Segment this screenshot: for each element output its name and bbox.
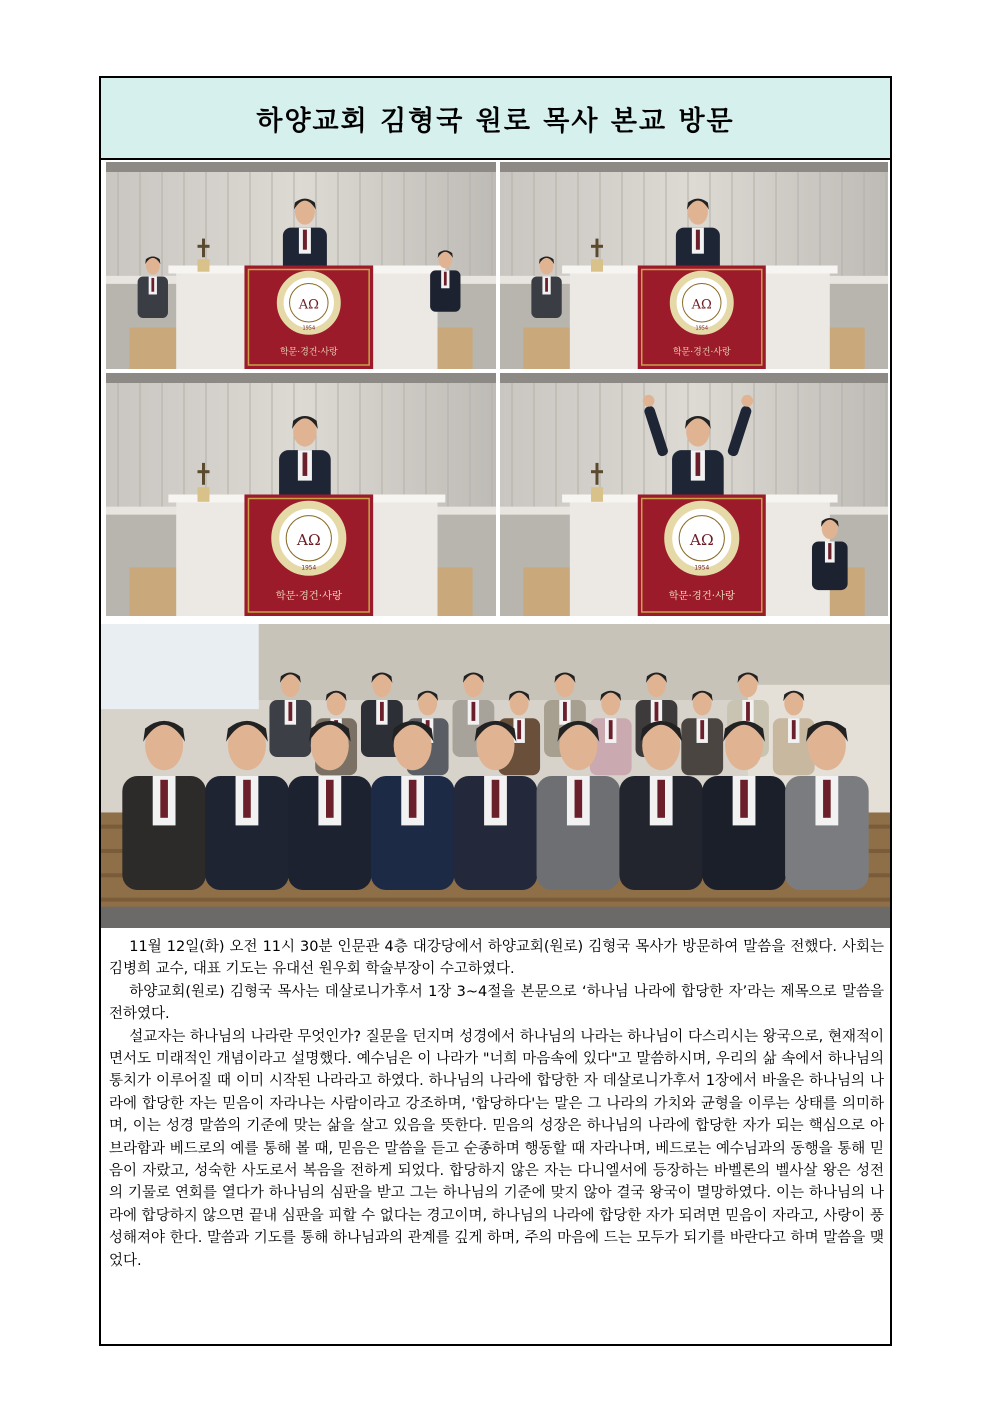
- sermon-photo-2: [500, 162, 888, 369]
- sermon-photo-4: [500, 373, 888, 616]
- emblem-letters: AΩ: [689, 530, 714, 549]
- seal-year: 1954: [695, 325, 709, 332]
- banner-motto: 학문·경건·사랑: [279, 347, 338, 358]
- sermon-photo-3: [106, 373, 496, 616]
- banner-motto: 학문·경건·사랑: [275, 589, 342, 602]
- sermon-photo-1: [106, 162, 496, 369]
- title-band: [101, 78, 890, 160]
- banner-motto: 학문·경건·사랑: [668, 589, 735, 602]
- seal-year: 1954: [302, 325, 316, 332]
- emblem-letters: AΩ: [691, 297, 712, 313]
- banner-motto: 학문·경건·사랑: [672, 347, 731, 358]
- article-body: [109, 936, 884, 1272]
- article-paragraph-2: 하양교회(원로) 김형국 목사는 데살로니가후서 1장 3~4절을 본문으로 ‘하나님 나라에 합당한 자’라는 제목으로 말씀을 전하였다.: [109, 983, 884, 1023]
- seal-year: 1954: [694, 565, 710, 572]
- emblem-letters: AΩ: [298, 297, 319, 313]
- article-paragraph-1: 11월 12일(화) 오전 11시 30분 인문관 4층 대강당에서 하양교회(원로) 김형국 목사가 방문하여 말씀을 전했다. 사회는 김병희 교수, 대표 기도는 유대선 원우회 학술부장이 수고하였다.: [109, 939, 884, 978]
- seal-year: 1954: [301, 565, 317, 572]
- page-title: 하양교회 김형국 원로 목사 본교 방문: [256, 105, 735, 137]
- emblem-letters: AΩ: [296, 530, 321, 549]
- newsletter-page: [99, 76, 892, 1346]
- article-paragraph-3: 설교자는 하나님의 나라란 무엇인가? 질문을 던지며 성경에서 하나님의 나라는 하나님이 다스리시는 왕국으로, 현재적이면서도 미래적인 개념이라고 설명했다. 예수님은 이 나라가 "너희 마음속에 있다"고 말씀하시며, 우리의 삶 속에서 하나님의 통치가 이루어질 때 이미 시작된 나라라고 하였다. 하나님의 나라에 합당한 자 데살로니가후서 1장에서 바울은 하나님의 나라에 합당한 자는 믿음이 자라나는 사람이라고 강조하며, '합당하다'는 말은 그 나라의 가치와 균형을 이루는 상태를 의미하며, 이는 성경 말씀의 기준에 맞는 삶을 살고 있음을 뜻한다. 믿음의 성장은 하나님의 나라에 합당한 자가 되는 핵심으로 아브라함과 베드로의 예를 통해 볼 때, 믿음은 말씀을 듣고 순종하며 행동할 때 자라나며, 베드로는 예수님과의 동행을 통해 믿음이 자랐고, 성숙한 사도로서 복음을 전하게 되었다. 합당하지 않은 자는 다니엘서에 등장하는 바벨론의 벨사살 왕은 성전의 기물로 연회를 열다가 하나님의 심판을 받고 그는 하나님의 기준에 맞지 않아 결국 왕국이 멸망하였다. 이는 하나님의 나라에 합당하지 않으면 끝내 심판을 피할 수 없다는 경고이며, 하나님의 나라에 합당한 자가 되려면 믿음이 자라고, 사랑이 풍성해져야 한다. 말씀과 기도를 통해 하나님과의 관계를 깊게 하며, 주의 마음에 드는 모두가 되기를 바란다고 하며 말씀을 맺었다.: [109, 1028, 884, 1269]
- group-photo: [101, 624, 890, 928]
